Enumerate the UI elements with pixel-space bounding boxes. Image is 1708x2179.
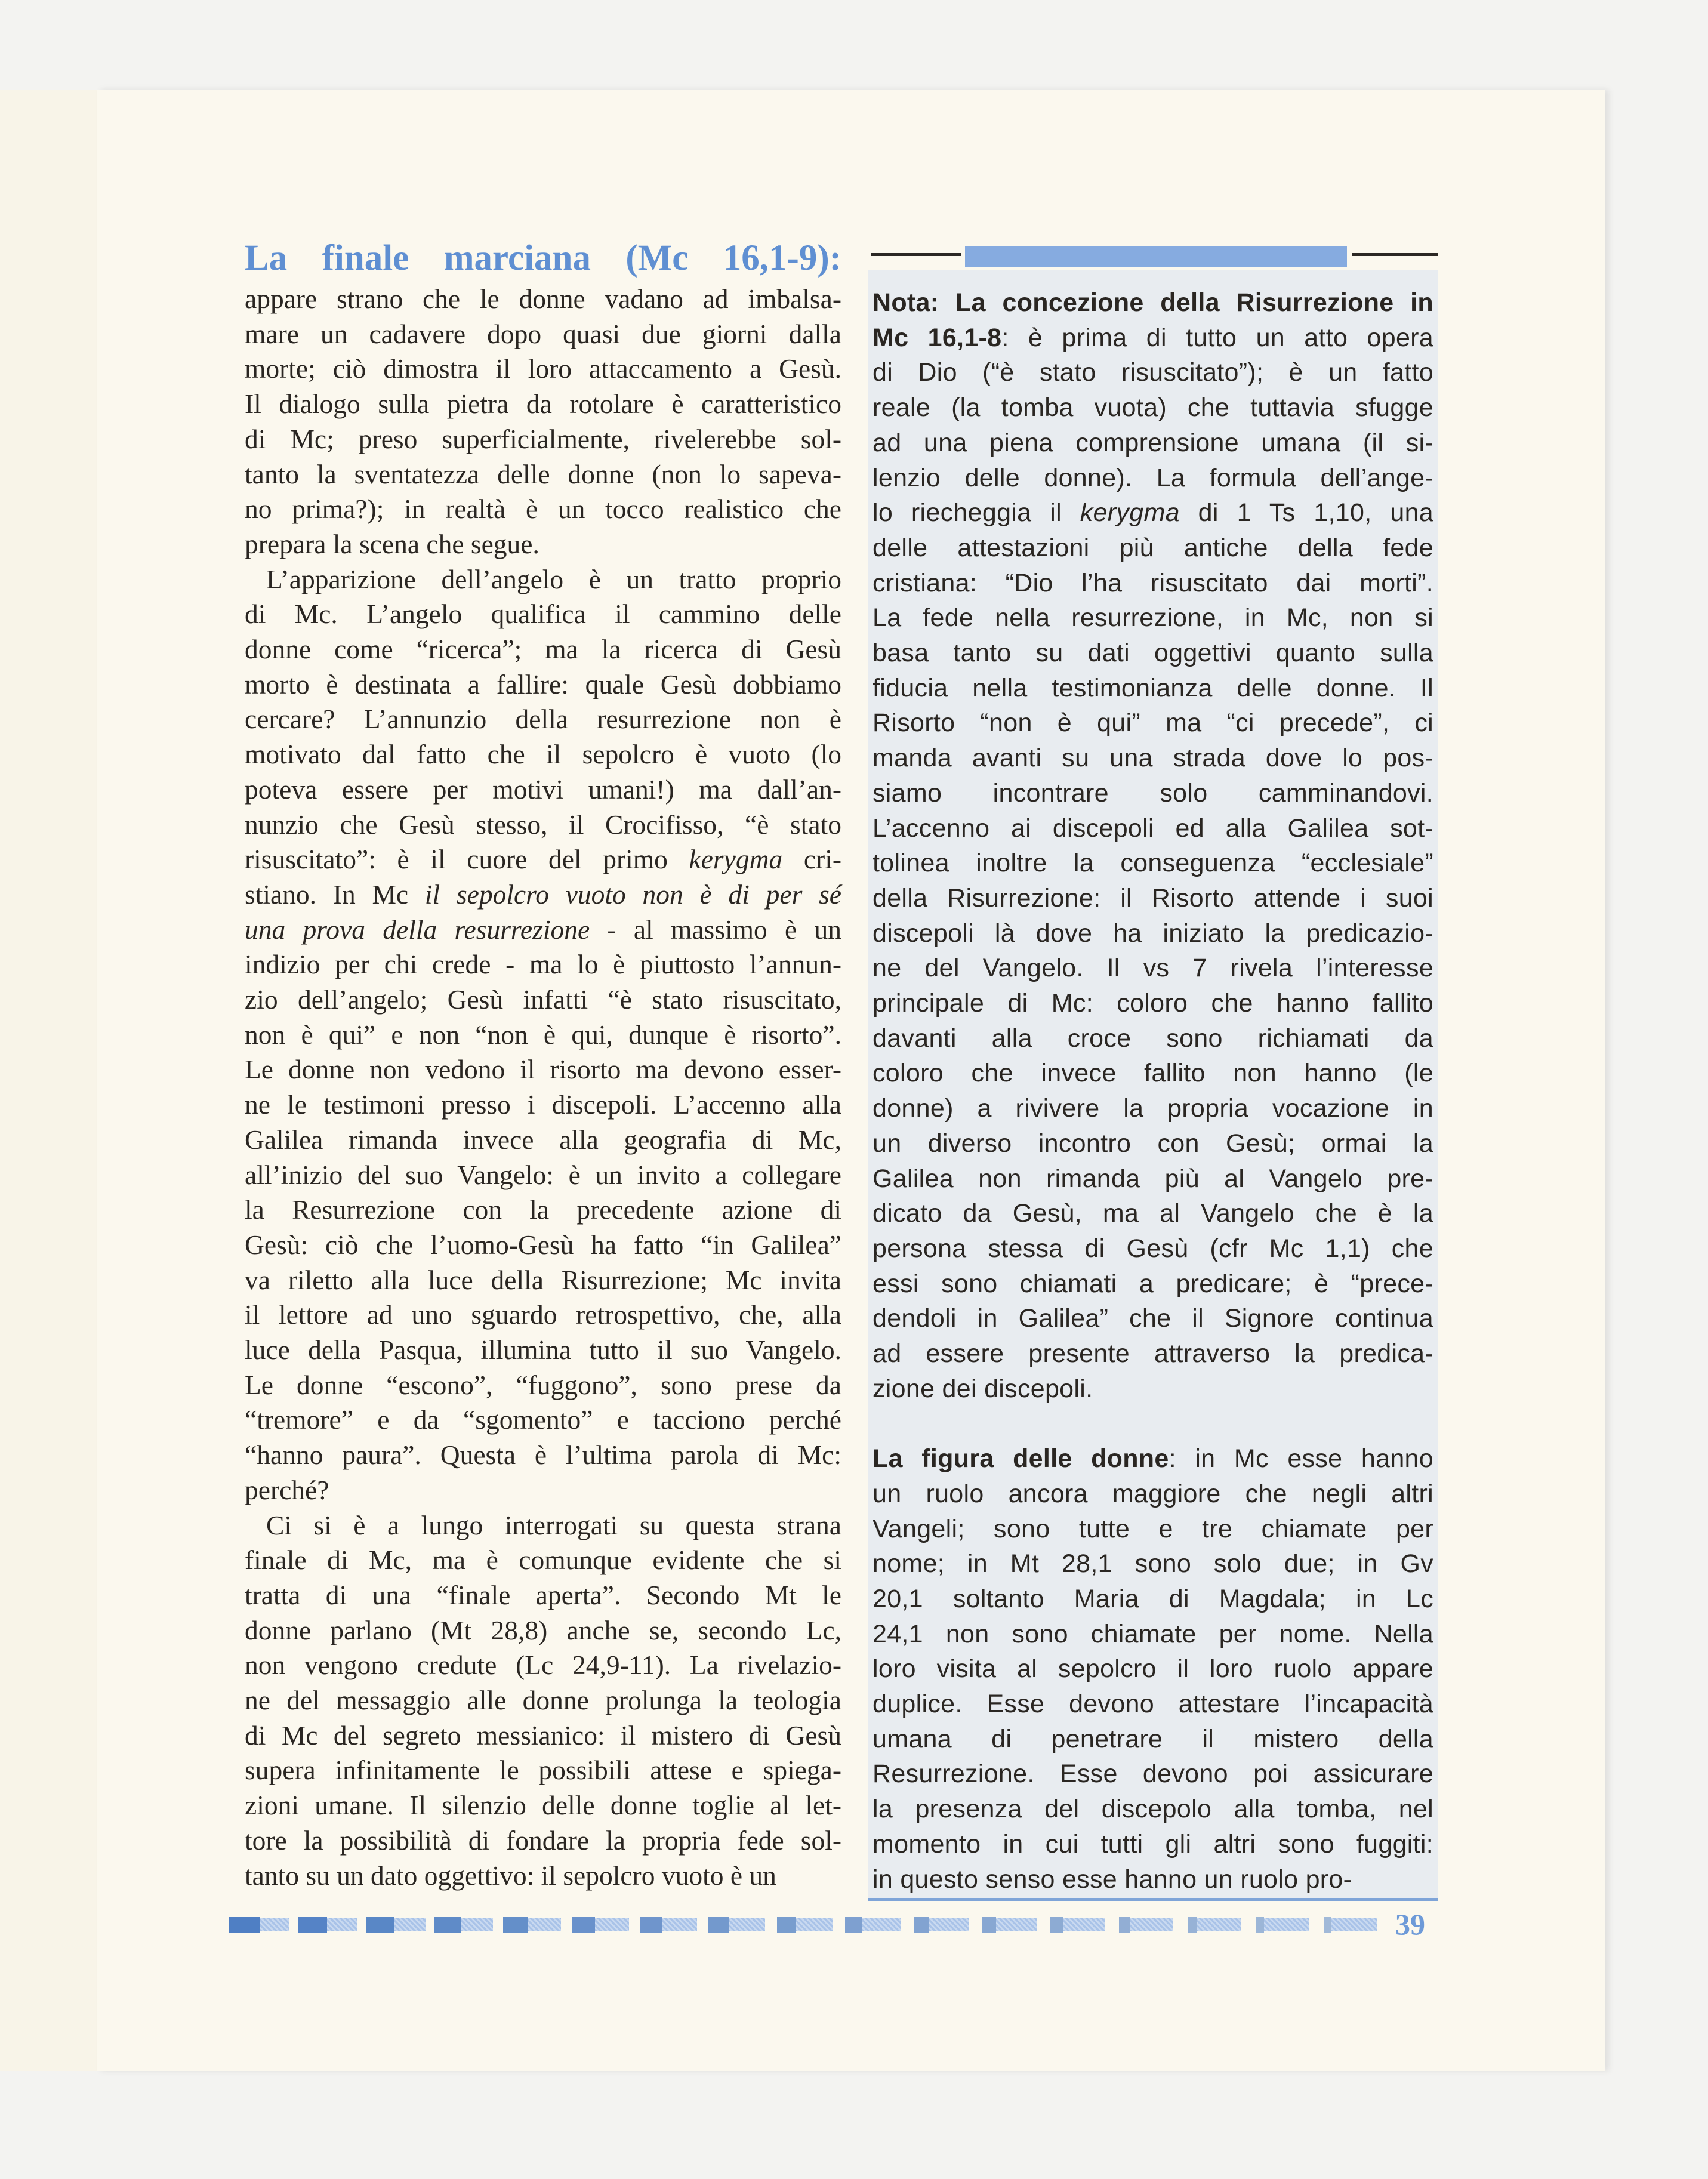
footer-dash-light [1063, 1918, 1105, 1931]
text-line [873, 1441, 1433, 1477]
text-line: Il dialogo sulla pietra da rotolare è caratteristico [245, 389, 841, 420]
page-number: 39 [1392, 1907, 1429, 1941]
text-line: in questo senso esse hanno un ruolo pro- [873, 1864, 1352, 1894]
text-line: davanti alla croce sono richiamati da [873, 1024, 1433, 1053]
text-line: fiducia nella testimonianza delle donne. Il [873, 673, 1433, 702]
text-line: 20,1 soltanto Maria di Magdala; in Lc [873, 1584, 1433, 1613]
footer-dash-light [1130, 1918, 1173, 1931]
text-line: tanto la sventatezza delle donne (non lo sapeva- [245, 458, 841, 489]
text-line: zio dell’angelo; Gesù infatti “è stato risuscitato, [245, 984, 841, 1015]
text-line: Galilea rimanda invece alla geografia di Mc, [245, 1124, 841, 1155]
footer-dash-light [461, 1918, 493, 1931]
footer-dash-dark [1119, 1917, 1130, 1933]
footer-dash-dark [572, 1917, 595, 1933]
section-heading: La finale marciana (Mc 16,1-9): [245, 238, 841, 278]
text-line: umana di penetrare il mistero della [873, 1724, 1433, 1753]
text-line: ne del Vangelo. Il vs 7 rivela l’interesse [873, 954, 1433, 983]
bold-text: Nota: La concezione della Risurrezione in [873, 288, 1433, 317]
text-line: prepara la scena che segue. [245, 528, 539, 559]
text-line: poteva essere per motivi umani!) ma dall’an- [245, 773, 841, 805]
bold-text: Mc 16,1-8 [873, 323, 1002, 352]
footer-dash-dark [1324, 1917, 1330, 1933]
text-line: essi sono chiamati a predicare; è “prece- [873, 1269, 1433, 1298]
text-line: ad essere presente attraverso la predica- [873, 1339, 1433, 1368]
footer-dash-light [595, 1918, 630, 1931]
text-line: la Resurrezione con la precedente azione di [245, 1194, 841, 1225]
italic-text: kerygma [689, 844, 783, 875]
text-line: siamo incontrare solo camminandovi. [873, 778, 1433, 808]
text-span: - al massimo è un [590, 914, 841, 945]
text-line: donne) a rivivere la propria vocazione in [873, 1094, 1433, 1123]
text-span: lo riecheggia il [873, 498, 1080, 528]
text-line: un ruolo ancora maggiore che negli altri [873, 1479, 1433, 1508]
text-line: “tremore” e da “sgomento” e tacciono perché [245, 1404, 841, 1435]
text-line: Le donne non vedono il risorto ma devono esser- [245, 1054, 841, 1085]
text-line: cercare? L’annunzio della resurrezione non è [245, 704, 841, 735]
text-line: un diverso incontro con Gesù; ormai la [873, 1129, 1433, 1158]
footer-decorative-bar [229, 1917, 1429, 1934]
text-line [245, 842, 841, 877]
text-line: va riletto alla luce della Risurrezione; Mc invita [245, 1264, 841, 1295]
text-span: di 1 Ts 1,10, una [1179, 498, 1433, 528]
text-line: il lettore ad uno sguardo retrospettivo, che, alla [245, 1299, 841, 1330]
text-span: : in Mc esse hanno [1169, 1444, 1433, 1474]
text-line [245, 912, 841, 947]
text-line: luce della Pasqua, illumina tutto il suo Vangelo. [245, 1334, 841, 1365]
text-line [873, 320, 1433, 356]
text-line: finale di Mc, ma è comunque evidente che si [245, 1545, 841, 1576]
text-line: 24,1 non sono chiamate per nome. Nella [873, 1619, 1433, 1648]
text-line: principale di Mc: coloro che hanno fallito [873, 989, 1433, 1018]
text-line: donne come “ricerca”; ma la ricerca di Gesù [245, 634, 841, 664]
text-line: non vengono credute (Lc 24,9-11). La rivelazio- [245, 1650, 841, 1681]
text-line: cristiana: “Dio l’ha risuscitato dai morti”. [873, 568, 1433, 597]
text-line: momento in cui tutti gli altri sono fuggiti: [873, 1829, 1433, 1859]
footer-dash-dark [434, 1917, 461, 1933]
footer-dash-dark [708, 1917, 729, 1933]
top-rule-left [871, 253, 961, 256]
text-line: Le donne “escono”, “fuggono”, sono prese da [245, 1369, 841, 1400]
footer-dash-dark [1188, 1917, 1197, 1933]
text-line: dicato da Gesù, ma al Vangelo che è la [873, 1199, 1433, 1228]
footer-dash-light [662, 1918, 698, 1931]
text-line: ne del messaggio alle donne prolunga la teologia [245, 1685, 841, 1715]
text-line: appare strano che le donne vadano ad imbalsa- [245, 283, 841, 314]
footer-dash-dark [777, 1917, 796, 1933]
text-line: di Mc; preso superficialmente, rivelerebbe sol- [245, 423, 841, 454]
footer-dash-dark [366, 1917, 394, 1933]
text-line: Gesù: ciò che l’uomo-Gesù ha fatto “in Galilea” [245, 1229, 841, 1260]
text-line: La fede nella resurrezione, in Mc, non si [873, 603, 1433, 633]
previous-page-edge [0, 90, 99, 2071]
text-line: tratta di una “finale aperta”. Secondo Mt le [245, 1579, 841, 1610]
text-line: no prima?); in realtà è un tocco realistico che [245, 494, 841, 525]
bold-text: La figura delle donne [873, 1444, 1169, 1474]
footer-dash-light [796, 1918, 833, 1931]
text-line: di Dio (“è stato risuscitato”); è un fatto [873, 358, 1433, 387]
text-line: persona stessa di Gesù (cfr Mc 1,1) che [873, 1234, 1433, 1263]
text-line: zioni umane. Il silenzio delle donne toglie al let- [245, 1790, 841, 1821]
text-line: Ci si è a lungo interrogati su questa strana [266, 1509, 841, 1540]
text-line: di Mc del segreto messianico: il mistero di Gesù [245, 1719, 841, 1750]
box-header-bar [965, 246, 1347, 267]
text-line: delle attestazioni più antiche della fede [873, 533, 1433, 562]
footer-dash-dark [914, 1917, 929, 1933]
text-line: nunzio che Gesù stesso, il Crocifisso, “è stato [245, 809, 841, 840]
text-line: Galilea non rimanda più al Vangelo pre- [873, 1164, 1433, 1193]
text-line: donne parlano (Mt 28,8) anche se, secondo Lc, [245, 1614, 841, 1645]
italic-text: il sepolcro vuoto non è di per sé [424, 879, 841, 910]
text-line: L’apparizione dell’angelo è un tratto proprio [266, 563, 841, 594]
footer-dash-light [929, 1918, 969, 1931]
footer-dash-dark [982, 1917, 996, 1933]
text-line: perché? [245, 1474, 329, 1505]
text-line: zione dei discepoli. [873, 1374, 1093, 1403]
text-line: indizio per chi crede - ma lo è piuttosto l’annun- [245, 949, 841, 980]
text-line: L’accenno ai discepoli ed alla Galilea sot- [873, 813, 1433, 843]
text-line: tore la possibilità di fondare la propria fede sol- [245, 1824, 841, 1856]
text-line: lenzio delle donne). La formula dell’ange- [873, 463, 1433, 492]
text-line [873, 495, 1433, 531]
text-span: : è prima di tutto un atto opera [1001, 323, 1433, 352]
text-line: Resurrezione. Esse devono poi assicurare [873, 1759, 1433, 1789]
top-rule-right [1352, 253, 1438, 256]
text-line: loro visita al sepolcro il loro ruolo appare [873, 1654, 1433, 1684]
text-span: cri- [782, 844, 841, 875]
text-line: ne le testimoni presso i discepoli. L’accenno alla [245, 1089, 841, 1120]
text-line: Vangeli; sono tutte e tre chiamate per [873, 1514, 1433, 1543]
text-line: manda avanti su una strada dove lo pos- [873, 744, 1433, 773]
footer-dash-light [862, 1918, 901, 1931]
text-line: nome; in Mt 28,1 sono solo due; in Gv [873, 1549, 1433, 1579]
footer-dash-light [996, 1918, 1037, 1931]
italic-text: una prova della resurrezione [245, 914, 590, 945]
footer-dash-light [528, 1918, 561, 1931]
text-line: basa tanto su dati oggettivi quanto sulla [873, 639, 1433, 667]
text-line: morte; ciò dimostra il loro attaccamento a Gesù. [245, 353, 841, 384]
text-line: coloro che invece fallito non hanno (le [873, 1059, 1433, 1088]
footer-dash-light [260, 1918, 289, 1931]
text-line: tanto su un dato oggettivo: il sepolcro vuoto è un [245, 1860, 776, 1891]
text-line: reale (la tomba vuota) che tuttavia sfugge [873, 393, 1433, 423]
footer-dash-dark [640, 1917, 661, 1933]
footer-dash-light [1331, 1918, 1377, 1931]
footer-dash-dark [298, 1917, 327, 1933]
footer-dash-light [729, 1918, 765, 1931]
footer-dash-dark [845, 1917, 862, 1933]
text-line: della Risurrezione: il Risorto attende i suoi [873, 883, 1433, 913]
text-line: tolinea inoltre la conseguenza “ecclesiale” [873, 849, 1433, 878]
text-line: morto è destinata a fallire: quale Gesù dobbiamo [245, 668, 841, 699]
footer-dash-light [394, 1918, 425, 1931]
italic-text: kerygma [1080, 498, 1180, 528]
text-line: discepoli là dove ha iniziato la predicazio- [873, 919, 1433, 948]
footer-dash-light [1197, 1918, 1241, 1931]
text-line: duplice. Esse devono attestare l’incapacità [873, 1690, 1433, 1718]
text-line [873, 285, 1433, 320]
footer-dash-dark [503, 1917, 528, 1933]
text-span: risuscitato”: è il cuore del primo [245, 844, 689, 875]
text-line: la presenza del discepolo alla tomba, nel [873, 1795, 1433, 1824]
text-line: ad una piena comprensione umana (il si- [873, 428, 1433, 457]
text-line: motivato dal fatto che il sepolcro è vuoto (lo [245, 739, 841, 770]
footer-dash-dark [1256, 1917, 1264, 1933]
text-line: all’inizio del suo Vangelo: è un invito a collegare [245, 1159, 841, 1190]
text-line: di Mc. L’angelo qualifica il cammino delle [245, 599, 841, 630]
text-line: supera infinitamente le possibili attese e spiega- [245, 1755, 841, 1786]
footer-dash-light [1264, 1918, 1309, 1931]
footer-dash-dark [1050, 1917, 1063, 1933]
text-line [245, 877, 841, 912]
text-span: stiano. In Mc [245, 879, 425, 910]
text-line: Risorto “non è qui” ma “ci precede”, ci [873, 708, 1433, 738]
footer-dash-light [327, 1918, 357, 1931]
text-line: dendoli in Galilea” che il Signore continua [873, 1304, 1433, 1333]
footer-dash-dark [229, 1917, 260, 1933]
text-line: mare un cadavere dopo quasi due giorni dalla [245, 318, 841, 349]
text-line: non è qui” e non “non è qui, dunque è risorto”. [245, 1019, 841, 1050]
text-line: “hanno paura”. Questa è l’ultima parola di Mc: [245, 1440, 841, 1471]
